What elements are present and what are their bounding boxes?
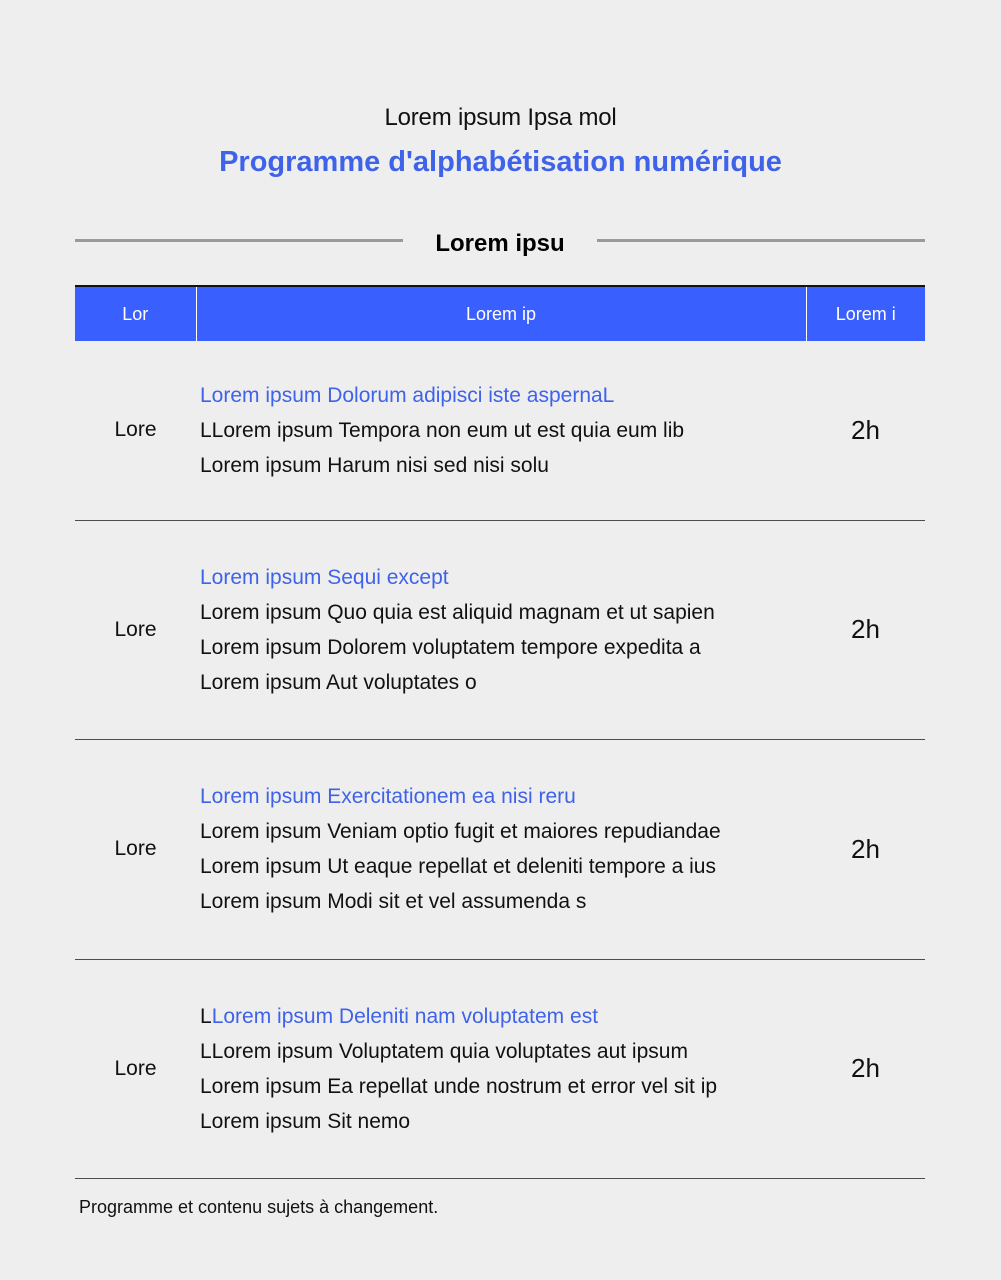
module-content [196, 739, 806, 959]
module-topic: LLorem ipsum Tempora non eum ut est quia eum lib [200, 418, 685, 442]
module-level: Lore [75, 739, 196, 959]
module-topic: Lorem ipsum Ut eaque repellat et deleniti tempore a ius [200, 855, 716, 878]
module-duration: 2h [806, 341, 925, 520]
module-level: Lore [75, 341, 196, 520]
module-heading [200, 560, 806, 595]
module-heading-text: Lorem ipsum Exercitationem ea nisi reru [200, 785, 576, 808]
module-topic: Lorem ipsum Modi sit et vel assumenda s [200, 890, 587, 913]
table-row [75, 959, 925, 1178]
module-level: Lore [75, 959, 196, 1178]
module-topic: Lorem ipsum Veniam optio fugit et maiores repudiandae [200, 820, 721, 843]
module-level: Lore [75, 520, 196, 739]
module-heading-text: Lorem ipsum Dolorum adipisci iste aspernaL [200, 383, 615, 407]
section-header [75, 228, 925, 262]
table-row [75, 520, 925, 739]
column-header-duration: Lorem i [806, 286, 925, 341]
module-heading-text: Lorem ipsum Deleniti nam voluptatem est [211, 1004, 599, 1028]
table-row [75, 739, 925, 959]
module-topic: Lorem ipsum Harum nisi sed nisi solu [200, 453, 549, 477]
module-content [196, 520, 806, 739]
column-header-content: Lorem ip [196, 286, 806, 341]
program-table [75, 285, 925, 1179]
module-topic: Lorem ipsum Aut voluptates o [200, 670, 477, 694]
table-row [75, 341, 925, 520]
module-heading [200, 999, 806, 1034]
module-duration: 2h [806, 739, 925, 959]
document-subtitle: Lorem ipsum Ipsa mol [384, 104, 617, 131]
module-topic: LLorem ipsum Voluptatem quia voluptates aut ipsum [200, 1039, 688, 1063]
module-topic: Lorem ipsum Quo quia est aliquid magnam et ut sapien [200, 600, 715, 624]
module-heading-text: Lorem ipsum Sequi except [200, 565, 449, 589]
module-duration: 2h [806, 520, 925, 739]
module-duration: 2h [806, 959, 925, 1178]
column-header-level: Lor [75, 286, 196, 341]
module-topic: Lorem ipsum Dolorem voluptatem tempore expedita a [200, 635, 701, 659]
module-topic: Lorem ipsum Ea repellat unde nostrum et error vel sit ip [200, 1074, 718, 1098]
section-label: Lorem ipsu [435, 230, 565, 257]
module-heading [200, 378, 806, 413]
section-divider-right [597, 239, 925, 242]
document-title: Programme d'alphabétisation numérique [219, 146, 782, 178]
module-heading-prefix: L [200, 1004, 212, 1028]
module-heading [200, 779, 806, 814]
module-topic: Lorem ipsum Sit nemo [200, 1109, 411, 1133]
footnote: Programme et contenu sujets à changement. [79, 1197, 439, 1217]
module-content [196, 341, 806, 520]
module-content [196, 959, 806, 1178]
table-header-row [75, 286, 925, 341]
